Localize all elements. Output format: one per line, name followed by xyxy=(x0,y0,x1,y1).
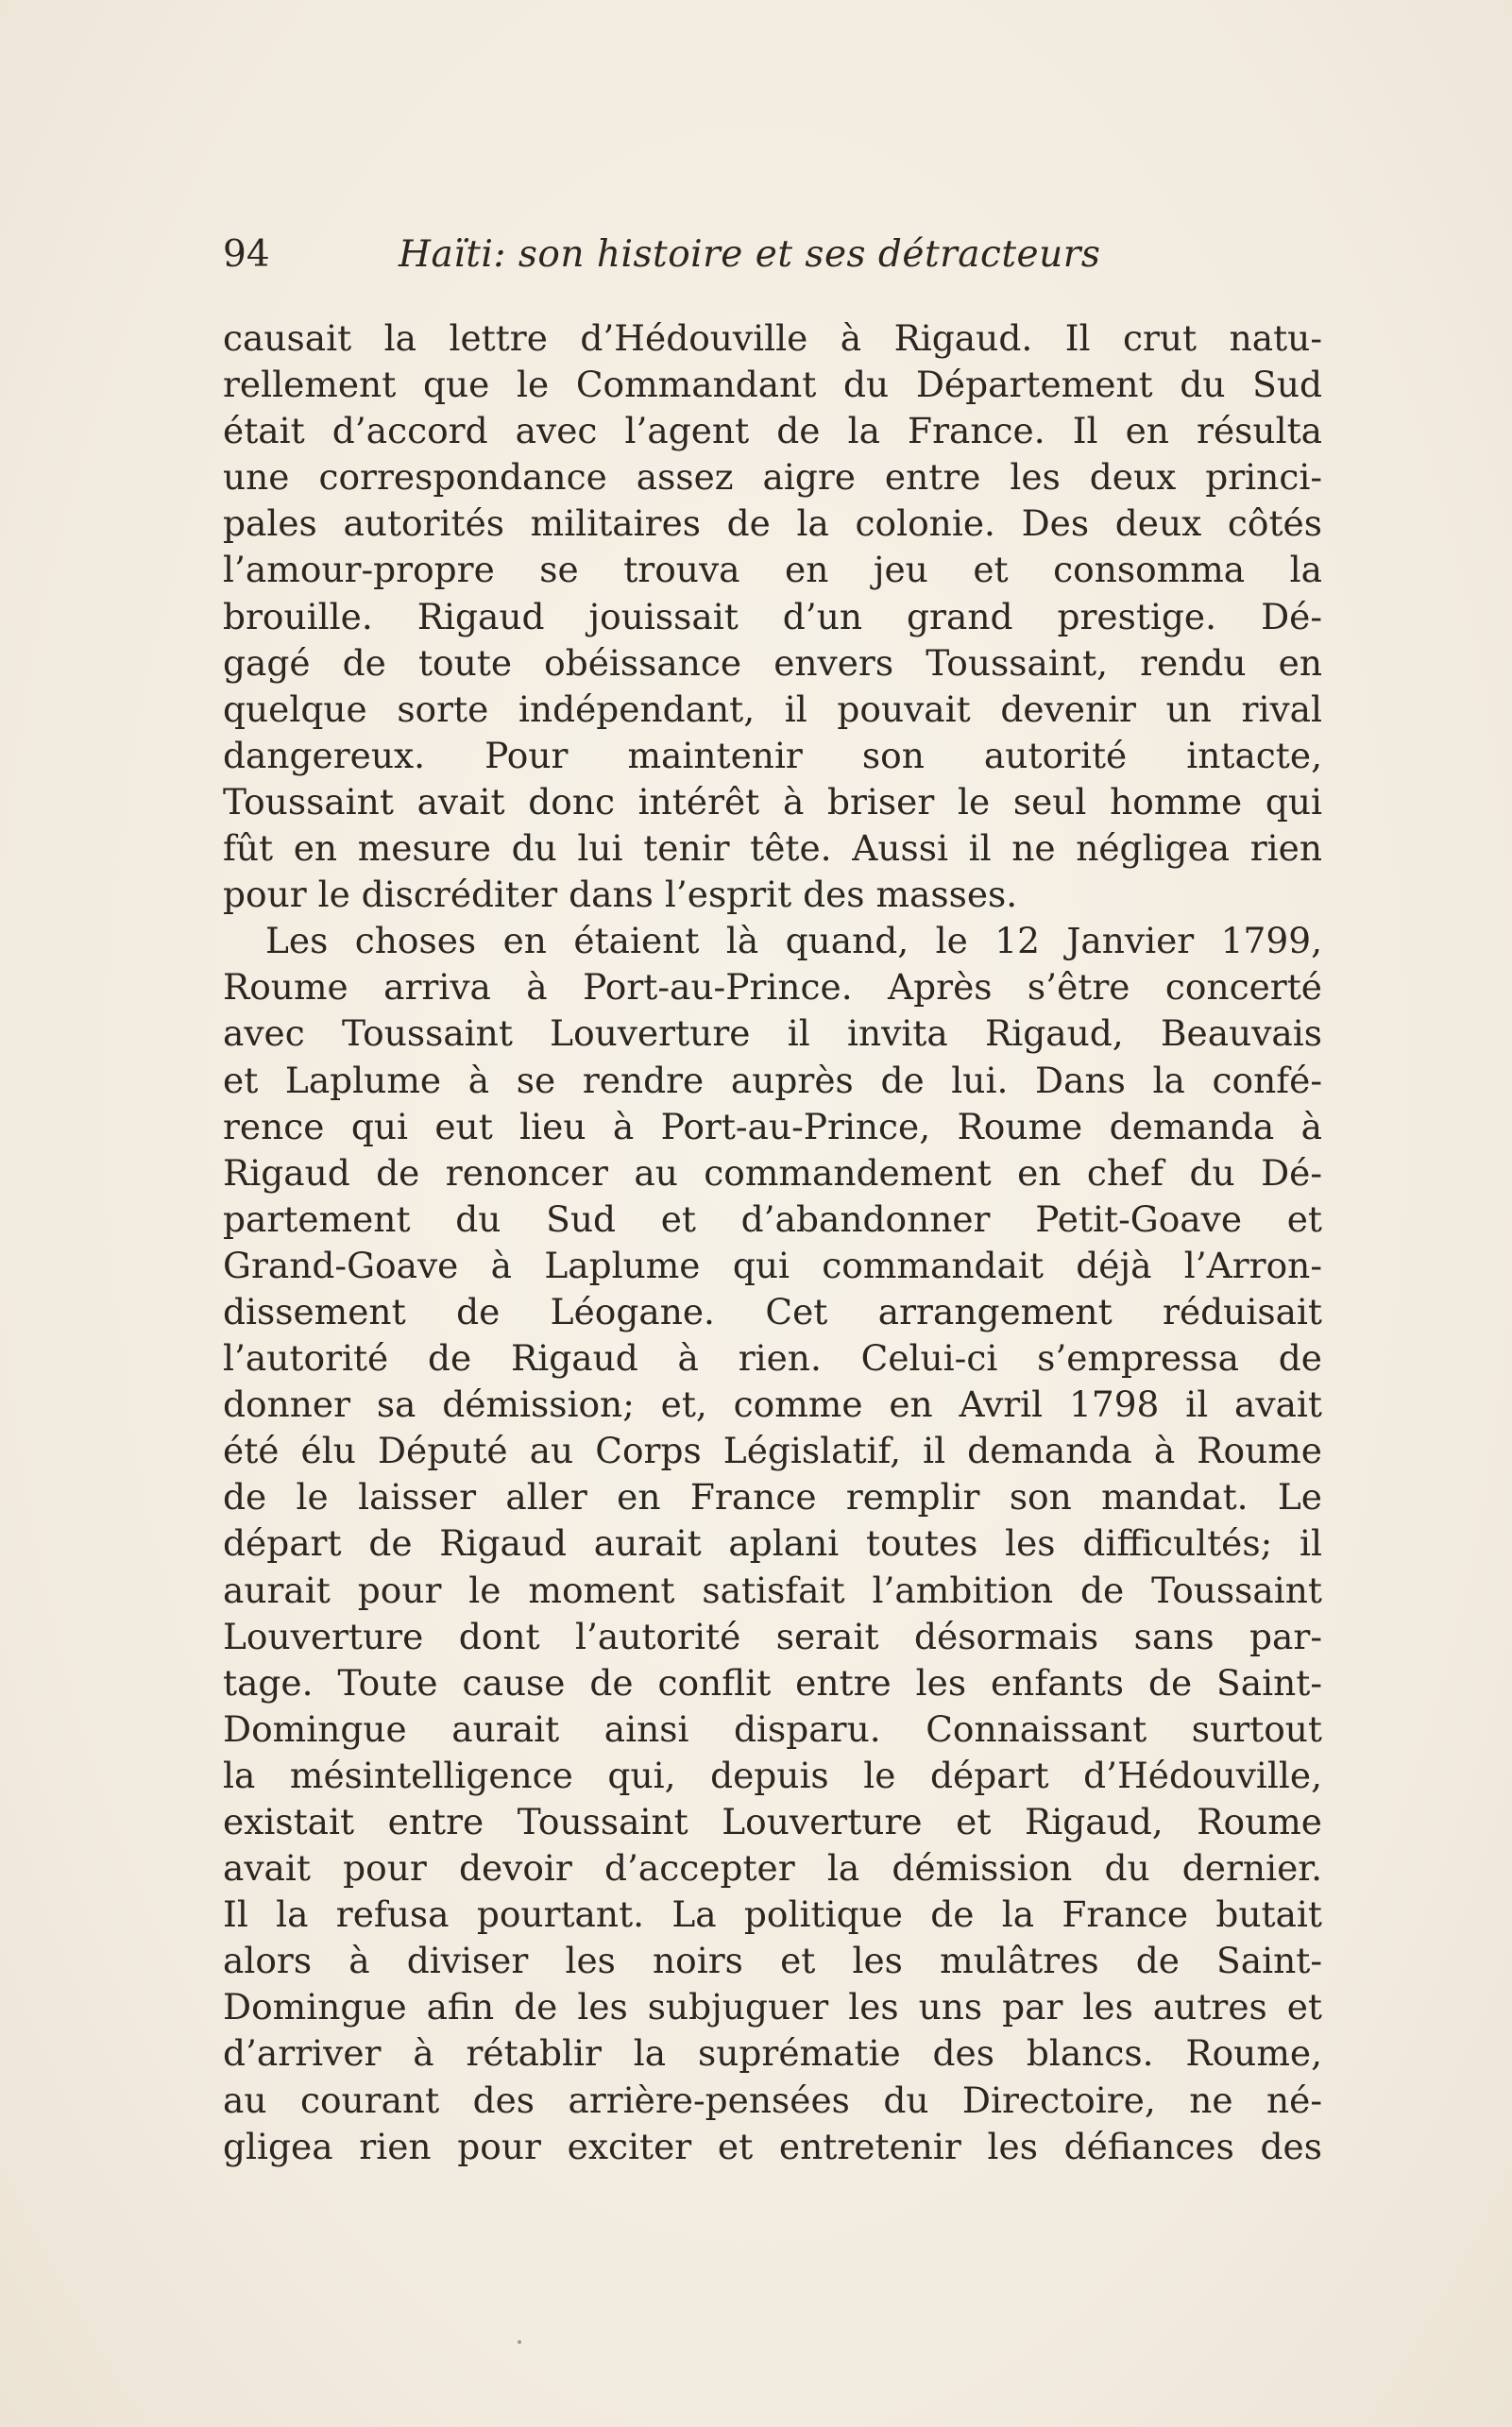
text-line: était d’accord avec l’agent de la France. Il en résulta xyxy=(223,410,1322,452)
text-line: brouille. Rigaud jouissait d’un grand prestige. Dé- xyxy=(223,595,1322,637)
text-line: une correspondance assez aigre entre les deux princi- xyxy=(223,456,1322,499)
text-line: au courant des arrière-pensées du Directoire, ne né- xyxy=(223,2079,1322,2121)
text-line: Domingue aurait ainsi disparu. Connaissant surtout xyxy=(223,1707,1322,1750)
text-line: aurait pour le moment satisfait l’ambition de Toussaint xyxy=(223,1569,1322,1611)
paragraph-end-line: pour le discréditer dans l’esprit des masses. xyxy=(223,874,1018,916)
page-number: 94 xyxy=(223,233,270,276)
text-line: fût en mesure du lui tenir tête. Aussi il ne négligea rien xyxy=(223,827,1322,870)
text-line: la mésintelligence qui, depuis le départ d’Hédouville, xyxy=(223,1754,1322,1796)
text-line: tage. Toute cause de conflit entre les enfants de Saint- xyxy=(223,1661,1322,1704)
text-line: l’autorité de Rigaud à rien. Celui-ci s’empressa de xyxy=(223,1337,1322,1380)
text-line: rellement que le Commandant du Département du Sud xyxy=(223,364,1322,406)
text-line: dissement de Léogane. Cet arrangement réduisait xyxy=(223,1290,1322,1332)
text-line: rence qui eut lieu à Port-au-Prince, Roume demanda à xyxy=(223,1105,1322,1147)
text-line: Roume arriva à Port-au-Prince. Après s’être concerté xyxy=(223,966,1322,1009)
text-line: gagé de toute obéissance envers Toussaint, rendu en xyxy=(223,641,1322,684)
paragraph-start-line: Les choses en étaient là quand, le 12 Janvier 1799, xyxy=(265,920,1322,962)
paper-speck xyxy=(518,2340,521,2344)
text-line: quelque sorte indépendant, il pouvait devenir un rival xyxy=(223,687,1322,730)
text-line: donner sa démission; et, comme en Avril 1798 il avait xyxy=(223,1383,1322,1426)
running-head xyxy=(223,230,1328,280)
text-line: dangereux. Pour maintenir son autorité intacte, xyxy=(223,734,1322,776)
text-line: été élu Député au Corps Législatif, il demanda à Roume xyxy=(223,1430,1322,1472)
text-line: de le laisser aller en France remplir son mandat. Le xyxy=(223,1476,1322,1519)
text-line: alors à diviser les noirs et les mulâtres de Saint- xyxy=(223,1940,1322,1982)
text-line: Il la refusa pourtant. La politique de la France butait xyxy=(223,1893,1322,1936)
text-line: Toussaint avait donc intérêt à briser le seul homme qui xyxy=(223,780,1322,823)
text-line: causait la lettre d’Hédouville à Rigaud. Il crut natu- xyxy=(223,317,1322,359)
text-line: partement du Sud et d’abandonner Petit-Goave et xyxy=(223,1197,1322,1240)
text-line: départ de Rigaud aurait aplani toutes les difficultés; il xyxy=(223,1522,1322,1565)
text-line: gligea rien pour exciter et entretenir les défiances des xyxy=(223,2125,1322,2167)
text-line: d’arriver à rétablir la suprématie des blancs. Roume, xyxy=(223,2032,1322,2075)
text-line: Grand-Goave à Laplume qui commandait déjà l’Arron- xyxy=(223,1244,1322,1286)
text-line: et Laplume à se rendre auprès de lui. Dans la confé- xyxy=(223,1059,1322,1101)
text-line: avec Toussaint Louverture il invita Rigaud, Beauvais xyxy=(223,1012,1322,1055)
running-title: Haïti: son histoire et ses détracteurs xyxy=(399,233,1101,276)
body-text xyxy=(223,315,1322,2170)
text-line: existait entre Toussaint Louverture et Rigaud, Roume xyxy=(223,1801,1322,1842)
text-line: pales autorités militaires de la colonie. Des deux côtés xyxy=(223,502,1322,545)
text-line: avait pour devoir d’accepter la démission du dernier. xyxy=(223,1847,1322,1890)
text-line: l’amour-propre se trouva en jeu et consomma la xyxy=(223,549,1322,591)
text-line: Rigaud de renoncer au commandement en chef du Dé- xyxy=(223,1151,1322,1194)
text-line: Louverture dont l’autorité serait désormais sans par- xyxy=(223,1615,1322,1657)
text-line: Domingue afin de les subjuguer les uns par les autres et xyxy=(223,1986,1322,2028)
